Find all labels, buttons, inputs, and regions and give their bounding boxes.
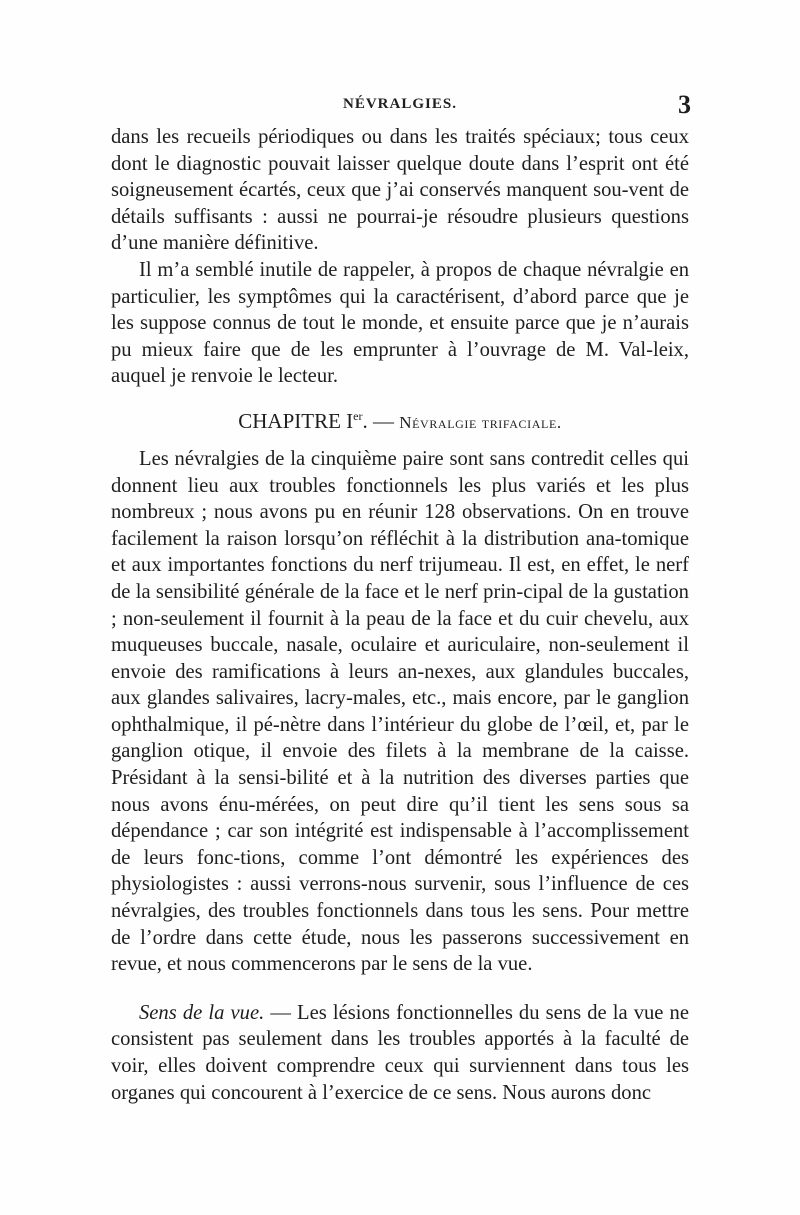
section-gap: [111, 978, 689, 1000]
chapter-label: CHAPITRE I: [238, 408, 354, 433]
running-title: NÉVRALGIES.: [343, 96, 457, 112]
section-dash: —: [264, 1001, 298, 1024]
chapter-title: Névralgie trifaciale.: [399, 412, 562, 432]
paragraph-2: Il m’a semblé inutile de rappeler, à propos de chaque névralgie en particulier, les symptômes qui la caractérisent, d’abord parce que je les suppose connus de tout le monde, et ensuite parce que je n’aurais pu mieux faire que de les emprunter à l’ouvrage de M. Val-leix, auquel je renvoie le lecteur.: [111, 258, 689, 388]
section-title: Sens de la vue.: [139, 1001, 265, 1024]
paragraph-3: Les névralgies de la cinquième paire sont sans contredit celles qui donnent lieu aux troubles fonctionnels les plus variés et les plus nombreux ; nous avons pu en réunir 128 observations. On en trouve facilement la raison lorsqu’on réfléchit à la distribution ana-tomique et aux importantes fonctions du nerf trijumeau. Il est, en effet, le nerf de la sensibilité générale de la face et le nerf prin-cipal de la gustation ; non-seulement il fournit à la peau de la face et du cuir chevelu, aux muqueuses buccale, nasale, oculaire et auriculaire, non-seulement il envoie des ramifications à leurs an-nexes, aux glandules buccales, aux glandes salivaires, lacry-males, etc., mais encore, par le ganglion ophthalmique, il pé-nètre dans l’intérieur du globe de l’œil, et, par le ganglion otique, il envoie des filets à la membrane de la caisse. Présidant à la sensi-bilité et à la nutrition des diverses parties que nous avons énu-mérées, on peut dire qu’il tient les sens sous sa dépendance ; car son intégrité est indispensable à l’accomplissement de leurs fonc-tions, comme l’ont démontré les expériences des physiologistes : aussi verrons-nous survenir, sous l’influence de ces névralgies, des troubles fonctionnels dans tous les sens. Pour mettre de l’ordre dans cette étude, nous les passerons successivement en revue, et nous commencerons par le sens de la vue.: [111, 447, 690, 976]
running-head: [111, 90, 691, 122]
chapter-ordinal: er: [353, 408, 363, 423]
page-number: 3: [678, 90, 691, 119]
paragraph-4: Sens de la vue. — Les lésions fonctionnelles du sens de la vue ne consistent pas seulement dans les troubles apportés à la faculté de voir, elles doivent comprendre ceux qui surviennent dans tous les organes qui concourent à l’exercice de ce sens. Nous aurons donc: [111, 1001, 689, 1104]
chapter-separator: . —: [362, 408, 400, 433]
body-text: [111, 124, 689, 1106]
chapter-heading: [111, 407, 689, 437]
paragraph-1: dans les recueils périodiques ou dans les traités spéciaux; tous ceux dont le diagnostic pouvait laisser quelque doute dans l’esprit ont été soigneusement écartés, ceux que j’ai conservés manquent sou-vent de détails suffisants : aussi ne pourrai-je résoudre plusieurs questions d’une manière définitive.: [111, 126, 689, 255]
